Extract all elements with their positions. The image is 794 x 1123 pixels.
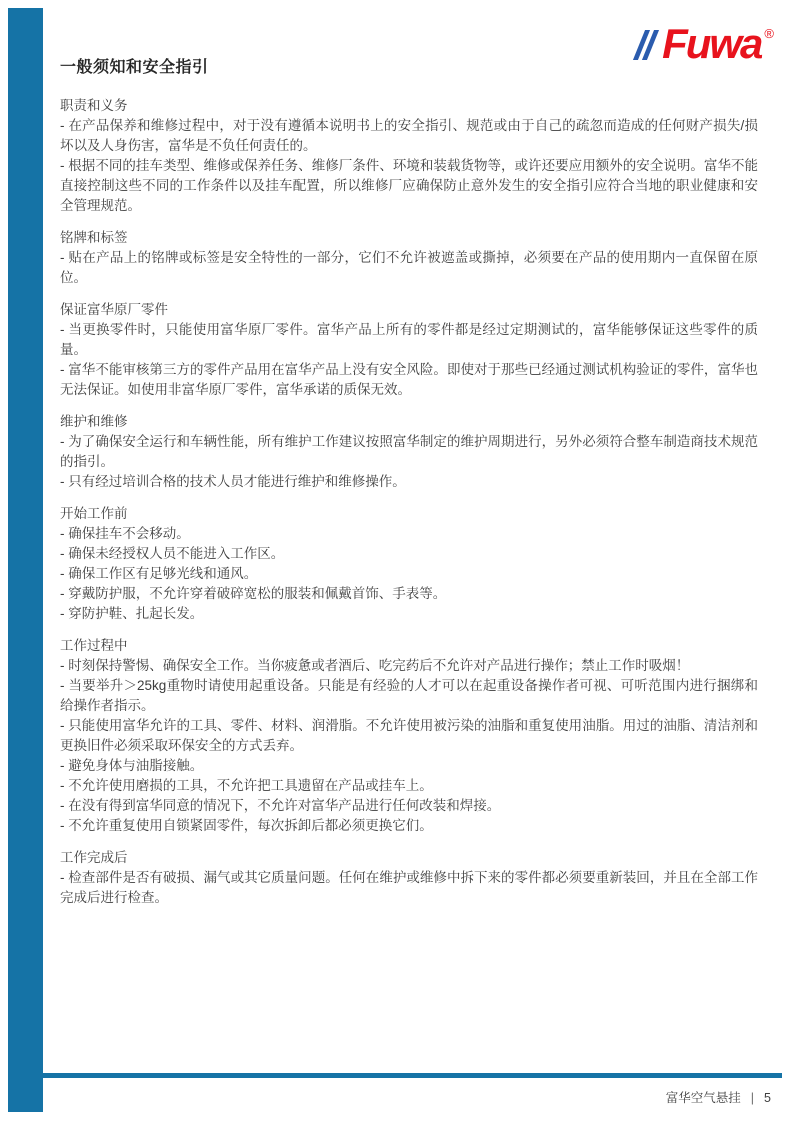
- guideline-section: [60, 96, 758, 216]
- bullet-line: - 检查部件是否有破损、漏气或其它质量问题。任何在维护或维修中拆下来的零件都必须要重新装回，并且在全部工作完成后进行检查。: [60, 870, 758, 905]
- bullet-line: - 当要举升＞25kg重物时请使用起重设备。只能是有经验的人才可以在起重设备操作者可视、可听范围内进行捆绑和给操作者指示。: [60, 678, 758, 713]
- bullet-line: - 贴在产品上的铭牌或标签是安全特性的一部分，它们不允许被遮盖或撕掉，必须要在产品的使用期内一直保留在原位。: [60, 250, 758, 285]
- bullet-line: - 为了确保安全运行和车辆性能，所有维护工作建议按照富华制定的维护周期进行，另外必须符合整车制造商技术规范的指引。: [60, 434, 758, 469]
- bullet-line: - 时刻保持警惕、确保安全工作。当你疲惫或者酒后、吃完药后不允许对产品进行操作；禁止工作时吸烟！: [60, 658, 690, 673]
- bullet-line: - 确保工作区有足够光线和通风。: [60, 566, 258, 581]
- guideline-section: [60, 228, 758, 288]
- bullet-line: - 富华不能审核第三方的零件产品用在富华产品上没有安全风险。即使对于那些已经通过测试机构验证的零件，富华也无法保证。如使用非富华原厂零件，富华承诺的质保无效。: [60, 362, 758, 397]
- section-heading: 维护和维修: [60, 414, 128, 429]
- bullet-line: - 不允许重复使用自锁紧固零件，每次拆卸后都必须更换它们。: [60, 818, 433, 833]
- section-heading: 开始工作前: [60, 506, 128, 521]
- bullet-line: - 确保未经授权人员不能进入工作区。: [60, 546, 285, 561]
- bullet-line: - 只有经过培训合格的技术人员才能进行维护和维修操作。: [60, 474, 406, 489]
- logo-stripes-icon: [639, 30, 657, 60]
- page-footer: [666, 1088, 771, 1106]
- safety-guidelines-body: [60, 96, 758, 908]
- left-accent-bar: [8, 8, 43, 1112]
- bullet-line: - 穿戴防护服，不允许穿着破碎宽松的服装和佩戴首饰、手表等。: [60, 586, 447, 601]
- guideline-section: [60, 300, 758, 400]
- guideline-section: [60, 412, 758, 492]
- bullet-line: - 根据不同的挂车类型、维修或保养任务、维修厂条件、环境和装载货物等，或许还要应用额外的安全说明。富华不能直接控制这些不同的工作条件以及挂车配置，所以维修厂应确保防止意外发生的安全指引应符合当地的职业健康和安全管理规范。: [60, 158, 758, 213]
- bullet-line: - 确保挂车不会移动。: [60, 526, 190, 541]
- bullet-line: - 在没有得到富华同意的情况下，不允许对富华产品进行任何改装和焊接。: [60, 798, 501, 813]
- page-title: 一般须知和安全指引: [60, 59, 209, 76]
- bullet-line: - 避免身体与油脂接触。: [60, 758, 204, 773]
- guideline-section: [60, 848, 758, 908]
- section-heading: 工作过程中: [60, 638, 128, 653]
- bullet-line: - 当更换零件时，只能使用富华原厂零件。富华产品上所有的零件都是经过定期测试的，富华能够保证这些零件的质量。: [60, 322, 758, 357]
- section-heading: 铭牌和标签: [60, 230, 128, 245]
- footer-rule: [43, 1073, 782, 1078]
- guideline-section: [60, 504, 758, 624]
- logo-brand-text: Fuwa: [662, 20, 762, 67]
- section-heading: 工作完成后: [60, 850, 128, 865]
- guideline-section: [60, 636, 758, 836]
- bullet-line: - 只能使用富华允许的工具、零件、材料、润滑脂。不允许使用被污染的油脂和重复使用油脂。用过的油脂、清洁剂和更换旧件必须采取环保安全的方式丢弃。: [60, 718, 758, 753]
- bullet-line: - 不允许使用磨损的工具，不允许把工具遗留在产品或挂车上。: [60, 778, 433, 793]
- footer-separator: |: [750, 1091, 755, 1105]
- footer-brand: 富华空气悬挂: [665, 1091, 741, 1105]
- footer-page-number: 5: [764, 1091, 771, 1105]
- bullet-line: - 在产品保养和维修过程中，对于没有遵循本说明书上的安全指引、规范或由于自己的疏忽而造成的任何财产损失/损坏以及人身伤害，富华是不负任何责任的。: [60, 118, 758, 153]
- section-heading: 保证富华原厂零件: [60, 302, 168, 317]
- registered-trademark-icon: ®: [764, 26, 774, 41]
- bullet-line: - 穿防护鞋、扎起长发。: [60, 606, 204, 621]
- section-heading: 职责和义务: [60, 98, 128, 113]
- fuwa-logo: [639, 20, 774, 67]
